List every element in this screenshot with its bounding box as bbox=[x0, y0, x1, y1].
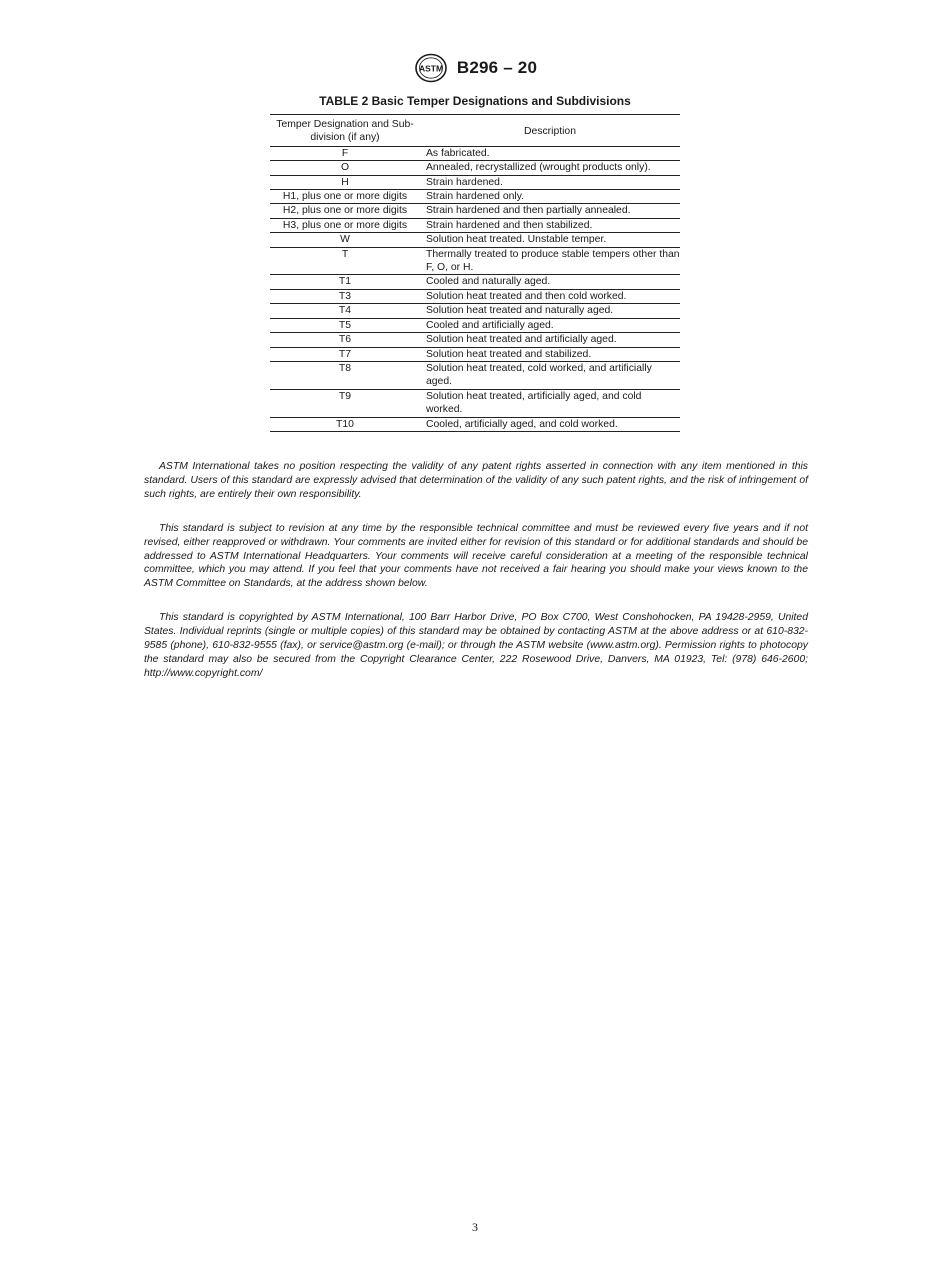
temper-code-cell: W bbox=[270, 233, 420, 247]
table-header-row bbox=[270, 115, 680, 147]
temper-code-cell: F bbox=[270, 146, 420, 160]
column-header-description: Description bbox=[420, 115, 680, 147]
temper-description-cell: As fabricated. bbox=[420, 146, 680, 160]
temper-code-cell: T10 bbox=[336, 418, 354, 430]
astm-logo-icon bbox=[413, 53, 449, 83]
temper-code-cell: T bbox=[270, 247, 420, 275]
temper-description-cell: Strain hardened. bbox=[420, 175, 680, 189]
table-title: TABLE 2 Basic Temper Designations and Subdivisions bbox=[319, 94, 631, 108]
table-row bbox=[270, 304, 680, 318]
column-header-designation: Temper Designation and Sub-division (if any) bbox=[270, 115, 420, 147]
table-row bbox=[270, 204, 680, 218]
temper-description-cell: Strain hardened only. bbox=[420, 190, 680, 204]
page-number: 3 bbox=[472, 1220, 478, 1234]
table-row bbox=[270, 218, 680, 232]
temper-code-cell: T3 bbox=[270, 289, 420, 303]
temper-description-cell: Cooled, artificially aged, and cold worked. bbox=[426, 418, 618, 430]
temper-description-cell: Solution heat treated and artificially aged. bbox=[420, 333, 680, 347]
astm-logo-text: ASTM bbox=[418, 63, 443, 74]
temper-code-cell: H3, plus one or more digits bbox=[270, 218, 420, 232]
temper-code-cell: T6 bbox=[270, 333, 420, 347]
temper-description-cell: Solution heat treated and stabilized. bbox=[420, 347, 680, 361]
legal-note-paragraph: This standard is copyrighted by ASTM International, 100 Barr Harbor Drive, PO Box C700, West Conshohocken, PA 19428-2959, United States. Individual reprints (single or multiple copies) of this standard may be obtained by contacting ASTM at the above address or at 610-832-9585 (phone), 610-832-9555 (fax), or service@astm.org (e-mail); or through the ASTM website (www.astm.org). Permission rights to photocopy the standard may also be secured from the Copyright Clearance Center, 222 Rosewood Drive, Danvers, MA 01923, Tel: (978) 646-2600; http://www.copyright.com/ bbox=[144, 612, 808, 679]
legal-note-paragraph: ASTM International takes no position respecting the validity of any patent rights asserted in connection with any item mentioned in this standard. Users of this standard are expressly advised that determination of the validity of any such patent rights, and the risk of infringement of such rights, are entirely their own responsibility. bbox=[144, 461, 808, 500]
table-row bbox=[270, 146, 680, 160]
legal-notes bbox=[144, 460, 808, 701]
table-row bbox=[270, 175, 680, 189]
table-row bbox=[270, 361, 680, 389]
temper-description-cell: Strain hardened and then stabilized. bbox=[420, 218, 680, 232]
table-row bbox=[270, 389, 680, 417]
table-row bbox=[270, 333, 680, 347]
temper-code-cell: H bbox=[270, 175, 420, 189]
temper-description-cell: Solution heat treated. Unstable temper. bbox=[420, 233, 680, 247]
table-row bbox=[270, 318, 680, 332]
temper-code-cell: T5 bbox=[270, 318, 420, 332]
table-row bbox=[270, 275, 680, 289]
temper-code-cell: H1, plus one or more digits bbox=[270, 190, 420, 204]
temper-description-cell: Solution heat treated and naturally aged. bbox=[420, 304, 680, 318]
temper-description-cell: Cooled and artificially aged. bbox=[420, 318, 680, 332]
temper-description-cell: Solution heat treated, cold worked, and artificially aged. bbox=[420, 361, 680, 389]
temper-description-cell: Cooled and naturally aged. bbox=[420, 275, 680, 289]
document-header bbox=[0, 53, 950, 83]
temper-code-cell: T8 bbox=[270, 361, 420, 389]
temper-code-cell: H2, plus one or more digits bbox=[270, 204, 420, 218]
temper-description-cell: Solution heat treated, artificially aged, and cold worked. bbox=[420, 389, 680, 417]
table-row bbox=[270, 233, 680, 247]
temper-code-cell: T4 bbox=[270, 304, 420, 318]
table-row bbox=[270, 417, 680, 431]
temper-code-cell: O bbox=[270, 161, 420, 175]
temper-designations-table bbox=[270, 114, 680, 432]
standard-designation: B296 – 20 bbox=[456, 58, 538, 77]
table-row bbox=[270, 347, 680, 361]
table-row bbox=[270, 161, 680, 175]
table-body bbox=[270, 146, 680, 431]
temper-description-cell: Annealed, recrystallized (wrought products only). bbox=[420, 161, 680, 175]
temper-code-cell: T7 bbox=[270, 347, 420, 361]
temper-description-cell: Thermally treated to produce stable tempers other than F, O, or H. bbox=[420, 247, 680, 275]
table-row bbox=[270, 190, 680, 204]
table-row bbox=[270, 289, 680, 303]
temper-description-cell: Solution heat treated and then cold worked. bbox=[420, 289, 680, 303]
temper-code-cell: T1 bbox=[270, 275, 420, 289]
table-row bbox=[270, 247, 680, 275]
temper-description-cell: Strain hardened and then partially annealed. bbox=[420, 204, 680, 218]
temper-code-cell: T9 bbox=[270, 389, 420, 417]
legal-note-paragraph: This standard is subject to revision at any time by the responsible technical committee and must be reviewed every five years and if not revised, either reapproved or withdrawn. Your comments are invited either for revision of this standard or for additional standards and should be addressed to ASTM International Headquarters. Your comments will receive careful consideration at a meeting of the responsible technical committee, which you may attend. If you feel that your comments have not received a fair hearing you should make your views known to the ASTM Committee on Standards, at the address shown below. bbox=[144, 522, 808, 590]
